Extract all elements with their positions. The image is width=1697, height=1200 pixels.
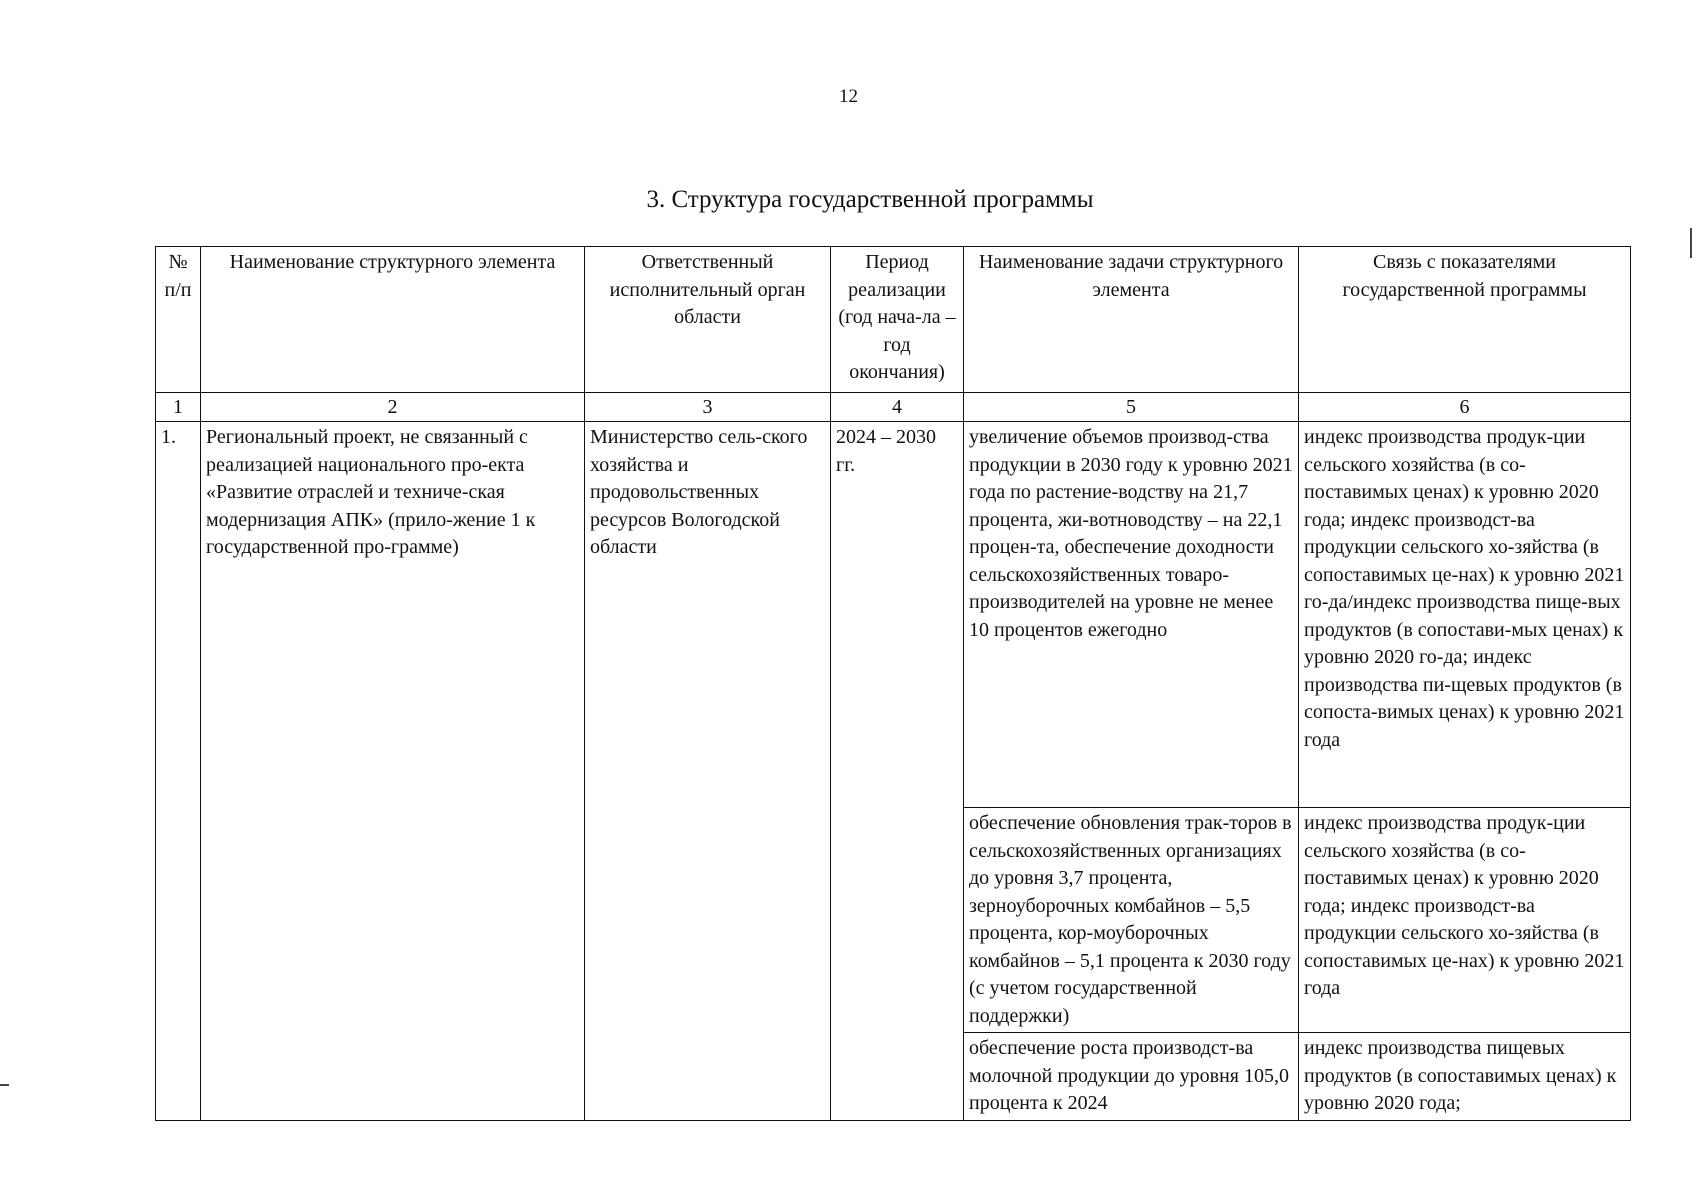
- scan-margin-mark: [1690, 228, 1692, 258]
- table-header-row: [156, 247, 1631, 393]
- indicators: индекс производства пищевых продуктов (в сопоставимых ценах) к уровню 2020 года;: [1299, 1033, 1631, 1121]
- period: 2024 – 2030 гг.: [831, 422, 964, 1121]
- element-name: Региональный проект, не связанный с реализацией национального про-екта «Развитие отраслей и техниче-ская модернизация АПК» (прило-жение 1 к государственной про-грамме): [201, 422, 585, 1121]
- column-number: 3: [585, 393, 831, 422]
- task: обеспечение обновления трак-торов в сельскохозяйственных организациях до уровня 3,7 процента, зерноуборочных комбайнов – 5,5 процента, кор-моуборочных комбайнов – 5,1 процента к 2030 году (с учетом государственной поддержки): [964, 808, 1299, 1033]
- scan-margin-mark: [0, 1084, 9, 1086]
- header-indicators: Связь с показателями государственной программы: [1299, 247, 1631, 393]
- indicators: индекс производства продук-ции сельского хозяйства (в со-поставимых ценах) к уровню 2020 года; индекс производст-ва продукции сельского хо-зяйства (в сопоставимых це-нах) к уровню 2021 го-да/индекс производства пище-вых продуктов (в сопостави-мых ценах) к уровню 2020 го-да; индекс производства пи-щевых продуктов (в сопоста-вимых ценах) к уровню 2021 года: [1299, 422, 1631, 808]
- indicators: индекс производства продук-ции сельского хозяйства (в со-поставимых ценах) к уровню 2020 года; индекс производст-ва продукции сельского хо-зяйства (в сопоставимых це-нах) к уровню 2021 года: [1299, 808, 1631, 1033]
- table-row: [156, 422, 1631, 808]
- column-number: 4: [831, 393, 964, 422]
- row-number: 1.: [156, 422, 201, 1121]
- header-period: Период реализации (год нача-ла – год окончания): [831, 247, 964, 393]
- column-number: 2: [201, 393, 585, 422]
- column-number-row: [156, 393, 1631, 422]
- column-number: 5: [964, 393, 1299, 422]
- executor: Министерство сель-ского хозяйства и продовольственных ресурсов Вологодской области: [585, 422, 831, 1121]
- header-task: Наименование задачи структурного элемента: [964, 247, 1299, 393]
- page-number: 12: [839, 86, 858, 107]
- header-executor: Ответственный исполнительный орган области: [585, 247, 831, 393]
- column-number: 1: [156, 393, 201, 422]
- task: увеличение объемов производ-ства продукции в 2030 году к уровню 2021 года по растение-водству на 21,7 процента, жи-вотноводству – на 22,1 процен-та, обеспечение доходности сельскохозяйственных товаро-производителей на уровне не менее 10 процентов ежегодно: [964, 422, 1299, 808]
- header-element-name: Наименование структурного элемента: [201, 247, 585, 393]
- column-number: 6: [1299, 393, 1631, 422]
- task: обеспечение роста производст-ва молочной продукции до уровня 105,0 процента к 2024: [964, 1033, 1299, 1121]
- header-number: № п/п: [156, 247, 201, 393]
- program-structure-table: [155, 246, 1631, 1121]
- section-title: 3. Структура государственной программы: [646, 186, 1094, 213]
